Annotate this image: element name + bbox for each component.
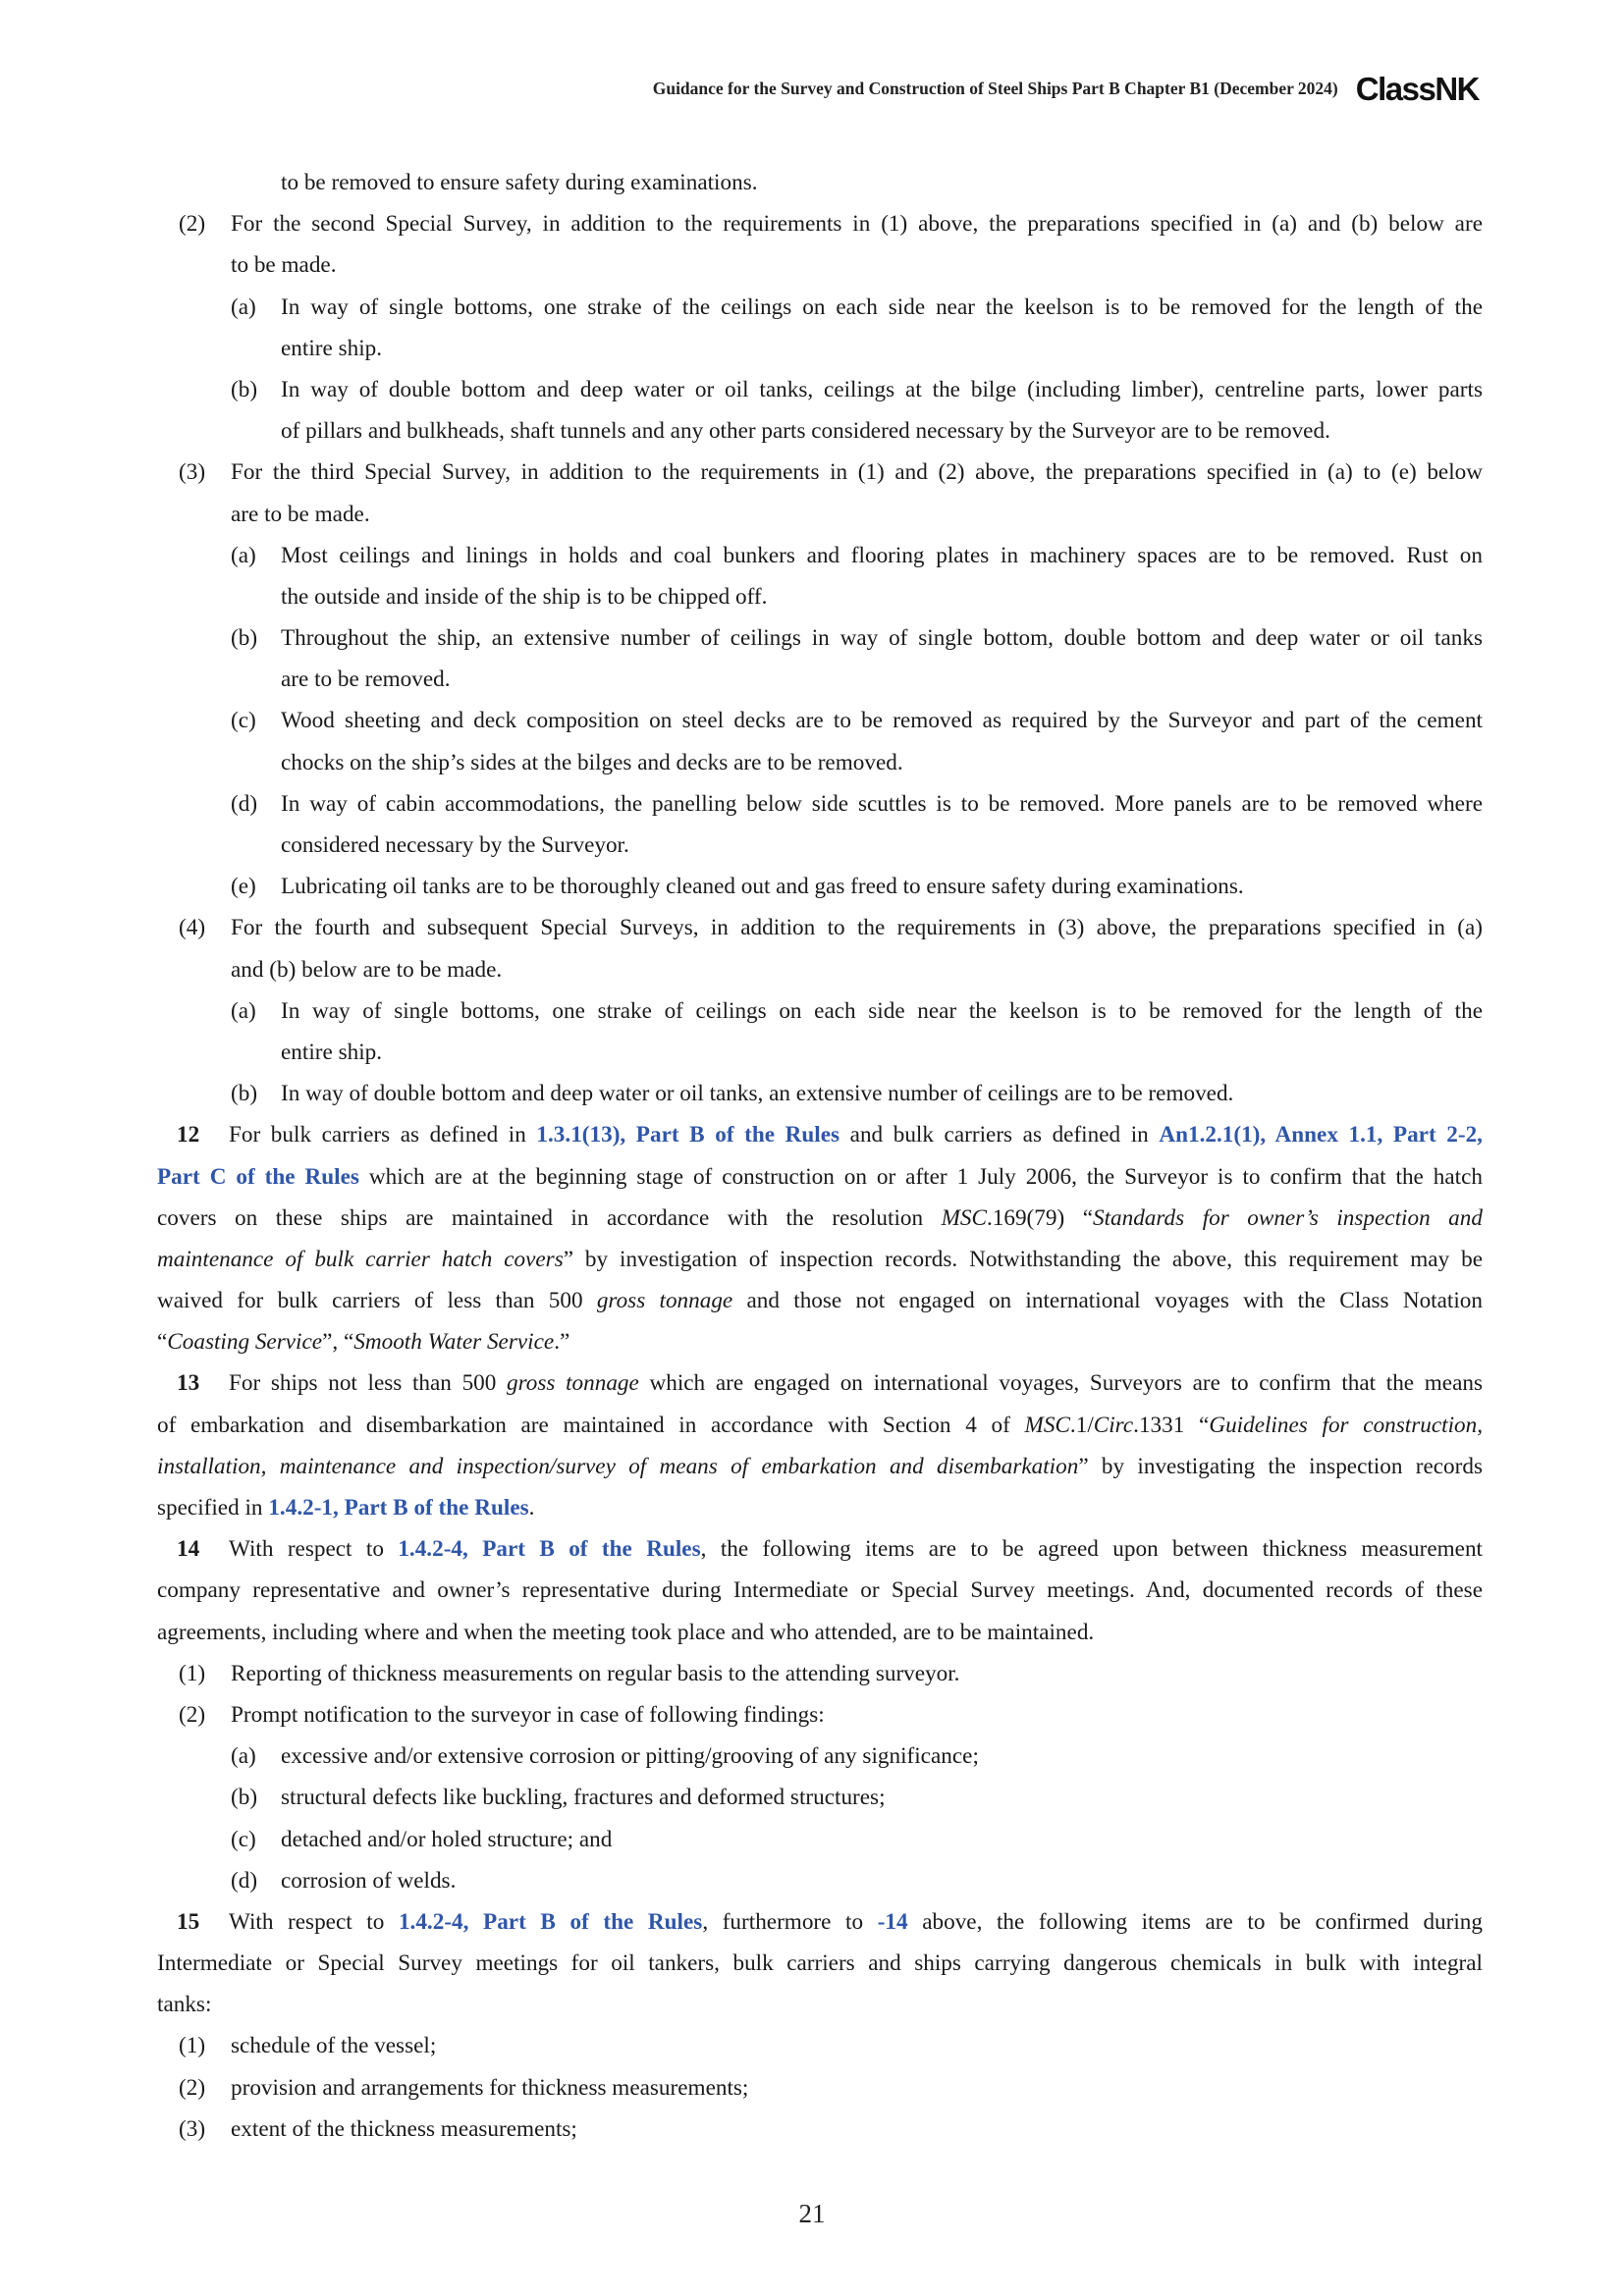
rule-reference-link[interactable]: 1.4.2-4, Part B of the Rules [398,1536,701,1563]
text-line: tanks: [157,1992,212,2018]
list-item-4: (4) For the fourth and subsequent Special Surveys, in addition to the requirements in (3) above, the preparations specified in (a) [179,915,1483,941]
text-line: considered necessary by the Surveyor. [281,832,629,858]
text-line: to be made. [231,252,337,279]
list-item-c: (c) detached and/or holed structure; and [231,1826,613,1852]
document-body [157,162,1483,2150]
paragraph-number: 14 [177,1536,200,1563]
list-item-e: (e) Lubricating oil tanks are to be thoroughly cleaned out and gas freed to ensure safety during examinations. [231,874,1244,900]
text-line: agreements, including where and when the meeting took place and who attended, are to be maintained. [157,1619,1095,1645]
list-item-a: (a) In way of single bottoms, one strake of the ceilings on each side near the keelson is to be removed for the length of the [231,294,1483,320]
list-item-a: (a) excessive and/or extensive corrosion or pitting/grooving of any significance; [231,1743,979,1770]
rule-reference-link[interactable]: -14 [877,1908,908,1935]
rule-reference-link[interactable]: Part C of the Rules [157,1163,359,1190]
list-item-b: (b) In way of double bottom and deep water or oil tanks, ceilings at the bilge (including limber), centreline parts, lower parts [231,376,1483,402]
list-item-b: (b) structural defects like buckling, fractures and deformed structures; [231,1785,886,1811]
text-line: to be removed to ensure safety during examinations. [281,170,758,195]
text-line: of pillars and bulkheads, shaft tunnels and any other parts considered necessary by the Surveyor are to be removed. [281,418,1330,445]
rule-reference-link[interactable]: 1.4.2-1, Part B of the Rules [268,1495,529,1521]
paragraph-number: 15 [177,1908,200,1935]
text-line: installation, maintenance and inspection/survey of means of embarkation and disembarkation” by investigating the inspection records [157,1453,1483,1479]
text-line: of embarkation and disembarkation are maintained in accordance with Section 4 of MSC.1/Circ.1331 “Guidelines for construction, [157,1412,1484,1438]
paragraph-number: 12 [177,1122,200,1148]
list-item-1: (1) Reporting of thickness measurements on regular basis to the attending surveyor. [179,1660,960,1686]
list-item-a: (a) In way of single bottoms, one strake of ceilings on each side near the keelson is to be removed for the length of the [231,997,1483,1024]
text-line: waived for bulk carriers of less than 500 gross tonnage and those not engaged on international voyages with the Class Notation [157,1288,1483,1314]
text-line: specified in 1.4.2-1, Part B of the Rules. [157,1495,535,1521]
list-item-3: (3) extent of the thickness measurements; [179,2115,577,2142]
text-line: are to be removed. [281,667,451,693]
list-item-2: (2) For the second Special Survey, in addition to the requirements in (1) above, the preparations specified in (a) and (b) below are [179,211,1483,238]
list-item-b: (b) Throughout the ship, an extensive number of ceilings in way of single bottom, double bottom and deep water or oil tanks [231,625,1483,652]
list-item-d: (d) corrosion of welds. [231,1867,457,1894]
list-item-1: (1) schedule of the vessel; [179,2033,437,2059]
text-line: and (b) below are to be made. [231,956,503,983]
list-item-c: (c) Wood sheeting and deck composition on steel decks are to be removed as required by the Surveyor and part of the cement [231,708,1483,734]
list-item-b: (b) In way of double bottom and deep water or oil tanks, an extensive number of ceilings are to be removed. [231,1081,1234,1107]
paragraph-13: 13 For ships not less than 500 gross tonnage which are engaged on international voyages, Surveyors are to confirm that the means [157,1362,1483,1404]
list-item-d: (d) In way of cabin accommodations, the panelling below side scuttles is to be removed. More panels are to be removed where [231,790,1483,817]
list-item-3: (3) For the third Special Survey, in addition to the requirements in (1) and (2) above, the preparations specified in (a) to (e) below [179,459,1483,486]
paragraph-14: 14 With respect to 1.4.2-4, Part B of the Rules, the following items are to be agreed upon between thickness measurement [157,1528,1483,1570]
rule-reference-link[interactable]: 1.3.1(13), Part B of the Rules [536,1122,840,1148]
list-item-2: (2) provision and arrangements for thickness measurements; [179,2074,749,2101]
text-line: are to be made. [231,501,370,527]
text-line: entire ship. [281,335,383,361]
text-line: maintenance of bulk carrier hatch covers” by investigation of inspection records. Notwithstanding the above, this requirement may be [157,1246,1483,1272]
text-line: Intermediate or Special Survey meetings for oil tankers, bulk carriers and ships carrying dangerous chemicals in bulk with integral [157,1950,1483,1977]
list-item-2: (2) Prompt notification to the surveyor in case of following findings: [179,1701,825,1728]
text-line: company representative and owner’s representative during Intermediate or Special Survey meetings. And, documented records of these [157,1577,1483,1604]
paragraph-12: 12 For bulk carriers as defined in 1.3.1(13), Part B of the Rules and bulk carriers as defined in An1.2.1(1), Annex 1.1, Part 2-2, [157,1114,1483,1155]
rule-reference-link[interactable]: 1.4.2-4, Part B of the Rules [398,1908,703,1935]
text-line: chocks on the ship’s sides at the bilges and decks are to be removed. [281,749,903,775]
text-line: “Coasting Service”, “Smooth Water Service.” [157,1329,570,1356]
header-title: Guidance for the Survey and Construction of Steel Ships Part B Chapter B1 (December 2024) [652,79,1338,98]
paragraph-15: 15 With respect to 1.4.2-4, Part B of the Rules, furthermore to -14 above, the following items are to be confirmed during [157,1901,1483,1943]
text-line: entire ship. [281,1039,383,1065]
paragraph-number: 13 [177,1370,200,1397]
text-line: covers on these ships are maintained in accordance with the resolution MSC.169(79) “Standards for owner’s inspection and [157,1204,1483,1231]
classnk-logo: ClassNK [1355,71,1479,107]
list-item-a: (a) Most ceilings and linings in holds and coal bunkers and flooring plates in machinery spaces are to be removed. Rust on [231,542,1483,568]
page-header [653,73,1479,105]
page-number: 21 [798,2199,826,2228]
text-line: the outside and inside of the ship is to be chipped off. [281,583,768,610]
rule-reference-link[interactable]: An1.2.1(1), Annex 1.1, Part 2-2, [1159,1122,1483,1148]
text-line: Part C of the Rules which are at the beginning stage of construction on or after 1 July 2006, the Surveyor is to confirm that the hatch [157,1163,1483,1190]
